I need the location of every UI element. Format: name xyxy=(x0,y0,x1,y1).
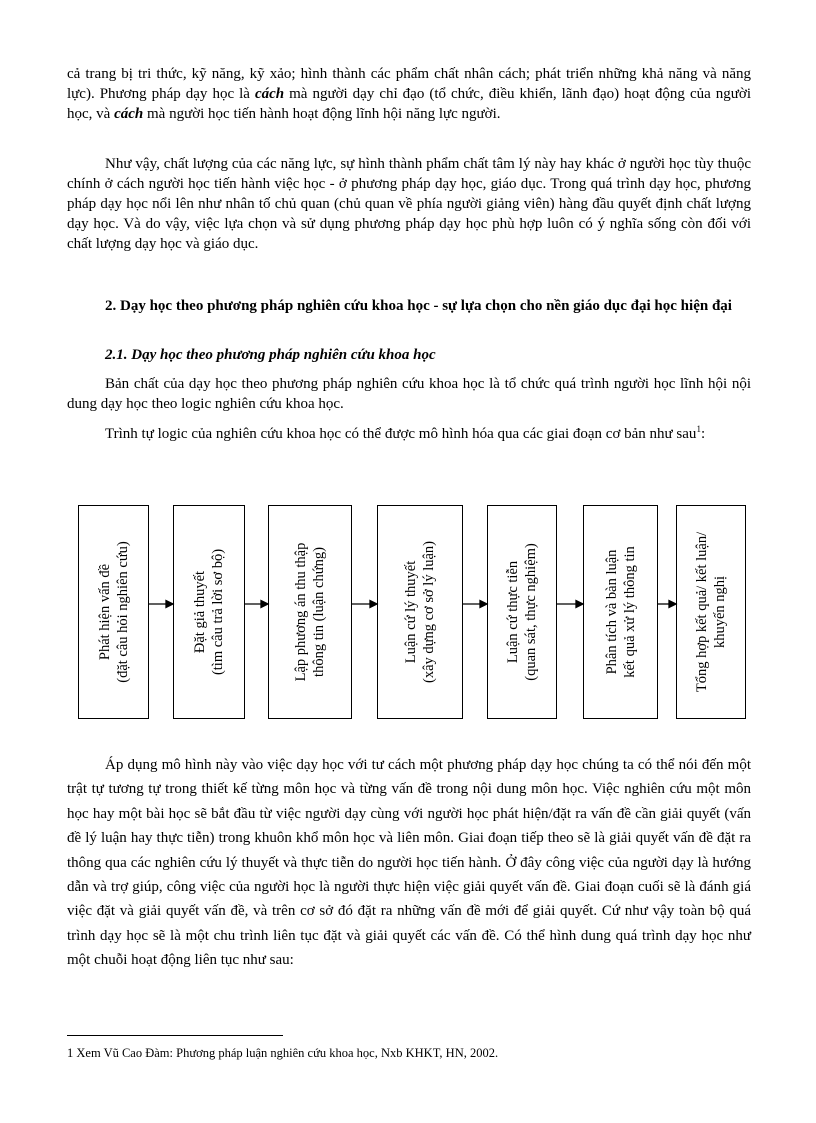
subsection-heading-2-1: 2.1. Dạy học theo phương pháp nghiên cứu khoa học xyxy=(105,347,436,363)
paragraph-4-end: : xyxy=(700,426,706,442)
step-5-line-2: (quan sát, thực nghiệm) xyxy=(523,543,539,681)
step-2-line-2: (tìm câu trả lời sơ bộ) xyxy=(210,548,226,676)
step-6-line-2: kết quả xử lý thông tin xyxy=(621,546,638,678)
paragraph-1-text-e: mà người học tiến hành hoạt động lĩnh hội năng lực người. xyxy=(143,106,501,122)
research-process-diagram xyxy=(78,505,746,721)
section-heading-2: 2. Dạy học theo phương pháp nghiên cứu khoa học - sự lựa chọn cho nền giáo dục đại học hiện đại xyxy=(105,298,732,314)
emphasis-cach-2: cách xyxy=(114,106,144,122)
arrow-1-head xyxy=(166,601,173,608)
paragraph-2: Như vậy, chất lượng của các năng lực, sự hình thành phẩm chất tâm lý này hay khác ở người học tùy thuộc chính ở cách người học tiến hành việc học - ở phương pháp dạy học, giáo dục. Trong quá trình dạy học, phương pháp dạy học nổi lên như nhân tố chủ quan (chủ quan về phía người giảng viên) hàng đầu quyết định chất lượng dạy học. Và do vậy, việc lựa chọn và sử dụng phương pháp dạy học phù hợp luôn có ý nghĩa sống còn đối với chất lượng dạy học và giáo dục. xyxy=(67,156,751,252)
footnote-separator xyxy=(67,1035,283,1036)
step-6-line-1: Phân tích và bàn luận xyxy=(603,549,620,675)
step-3-line-1: Lập phương án thu thập xyxy=(293,542,309,682)
arrow-6-head xyxy=(669,601,676,608)
step-1-line-1: Phát hiện vấn đề xyxy=(96,563,113,661)
paragraph-5: Áp dụng mô hình này vào việc dạy học với tư cách một phương pháp dạy học chúng ta có thể nói đến một trật tự tương tự trong thiết kế từng môn học và từng vấn đề trong nội dung môn học. Việc nghiên cứu một môn học hay một bài học sẽ bắt đầu từ việc người dạy cùng với người học phát hiện/đặt ra vấn đề cần giải quyết (vấn đề lý luận hay thực tiễn) trong khuôn khổ môn học và liên môn. Giai đoạn tiếp theo sẽ là giải quyết vấn đề đặt ra thông qua các nghiên cứu lý thuyết và thực tiễn do người học tiến hành. Ở đây công việc của người dạy là hướng dẫn và trợ giúp, công việc của người học là người thực hiện việc giải quyết vấn đề. Giai đoạn cuối sẽ là đánh giá việc đặt và giải quyết vấn đề, và trên cơ sở đó đặt ra những vấn đề mới để giải quyết. Cứ như vậy toàn bộ quá trình dạy học sẽ là một chu trình liên tục đặt và giải quyết các vấn đề. Có thể hình dung quá trình dạy học như một chuỗi hoạt động liên tục như sau: xyxy=(67,757,751,969)
footnote xyxy=(67,1046,498,1061)
flow-arrows xyxy=(78,505,746,721)
step-2-line-1: Đặt giả thuyết xyxy=(192,570,208,654)
paragraph-3: Bản chất của dạy học theo phương pháp nghiên cứu khoa học là tổ chức quá trình người học lĩnh hội nội dung dạy học theo logic nghiên cứu khoa học. xyxy=(67,376,751,412)
step-7-line-2: khuyến nghị xyxy=(712,575,728,649)
arrow-2-head xyxy=(261,601,268,608)
step-1-line-2: (đặt câu hỏi nghiên cứu) xyxy=(114,541,131,683)
footnote-ref[interactable]: 1 xyxy=(696,424,701,434)
step-5-line-1: Luận cứ thực tiễn xyxy=(505,560,521,664)
emphasis-cach-1: cách xyxy=(254,86,285,102)
arrow-5-head xyxy=(576,601,583,608)
step-4-line-1: Luận cứ lý thuyết xyxy=(403,560,419,664)
paragraph-1 xyxy=(67,64,751,124)
footnote-marker: 1 xyxy=(67,1046,74,1060)
paragraph-1-text-a: cả trang bị tri thức, kỹ năng, kỹ xảo; hình thành các phẩm chất nhân cách; phát triển những khả năng và năng lực). Phương pháp dạy học là xyxy=(67,66,751,102)
step-4-line-2: (xây dựng cơ sở lý luận) xyxy=(421,541,437,683)
step-7-line-1: Tổng hợp kết quả/ kết luận/ xyxy=(694,531,710,693)
paragraph-4 xyxy=(67,424,751,444)
paragraph-4-text: Trình tự logic của nghiên cứu khoa học có thể được mô hình hóa qua các giai đoạn cơ bản như sau xyxy=(105,426,697,442)
footnote-text: Xem Vũ Cao Đàm: Phương pháp luận nghiên cứu khoa học, Nxb KHKT, HN, 2002. xyxy=(76,1046,499,1060)
arrow-3-head xyxy=(370,601,377,608)
step-3-line-2: thông tin (luận chứng) xyxy=(311,547,327,677)
arrow-4-head xyxy=(480,601,487,608)
paragraph-1-text-c: mà người dạy chỉ đạo (tổ chức, điều khiển, lãnh đạo) hoạt động của người học, và xyxy=(67,86,751,122)
